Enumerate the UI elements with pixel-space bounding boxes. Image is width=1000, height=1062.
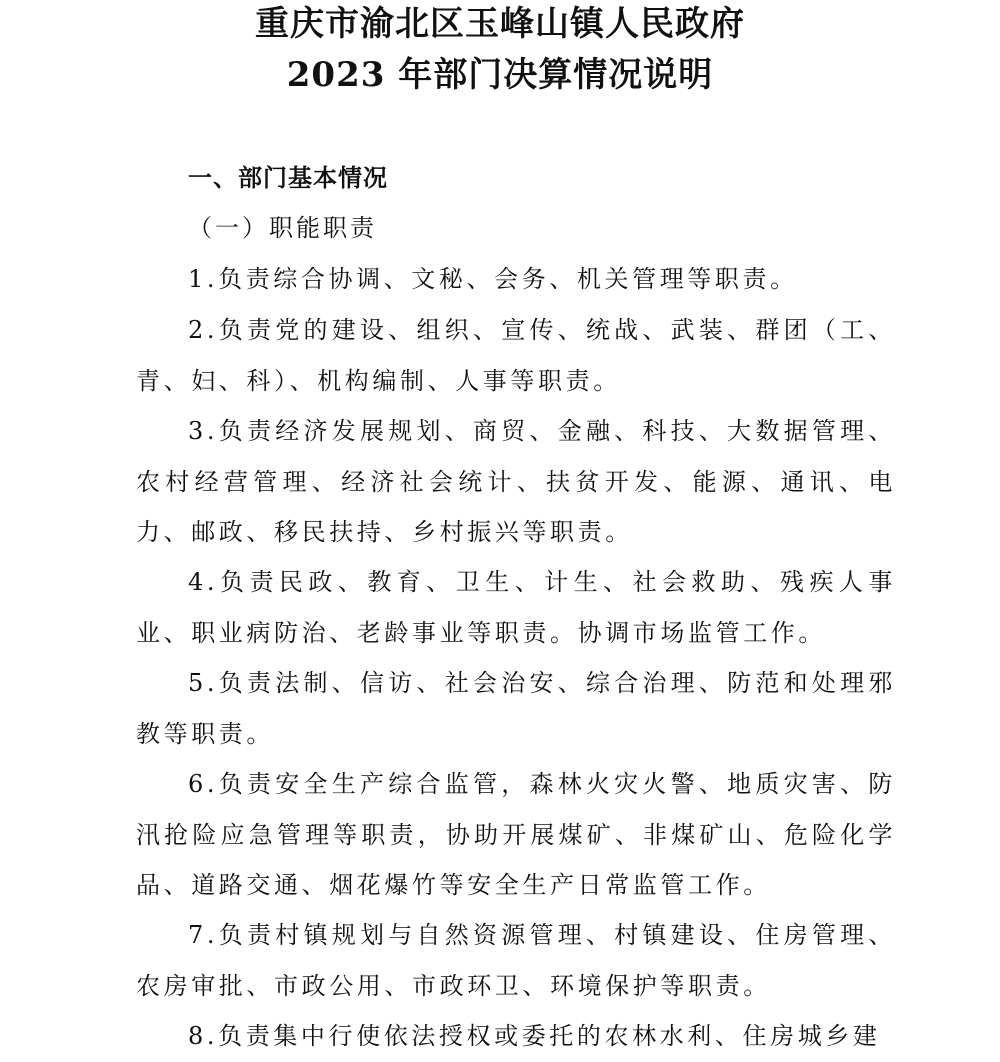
paragraph-duty-5: 5.负责法制、信访、社会治安、综合治理、防范和处理邪教等职责。: [136, 669, 896, 748]
paragraph-duty-3: 3.负责经济发展规划、商贸、金融、科技、大数据管理、农村经营管理、经济社会统计、扶贫开发、能源、通讯、电力、邮政、移民扶持、乡村振兴等职责。: [136, 417, 896, 546]
paragraph-duty-4: 4.负责民政、教育、卫生、计生、社会救助、残疾人事业、职业病防治、老龄事业等职责。协调市场监管工作。: [136, 568, 896, 647]
paragraph-duty-7: 7.负责村镇规划与自然资源管理、村镇建设、住房管理、农房审批、市政公用、市政环卫、环境保护等职责。: [136, 921, 896, 1000]
document-title-line-1: 重庆市渝北区玉峰山镇人民政府: [255, 4, 745, 44]
paragraph-duty-2: 2.负责党的建设、组织、宣传、统战、武装、群团（工、青、妇、科）、机构编制、人事等职责。: [136, 316, 896, 395]
paragraph-duty-1: 1.负责综合协调、文秘、会务、机关管理等职责。: [188, 265, 798, 293]
document-title-line-2: 2023 年部门决算情况说明: [286, 55, 714, 95]
subsection-heading: （一）职能职责: [188, 214, 377, 242]
paragraph-duty-8: 8.负责集中行使依法授权或委托的农林水利、住房城乡建: [188, 1022, 881, 1050]
section-heading: 一、部门基本情况: [188, 164, 388, 192]
paragraph-duty-6: 6.负责安全生产综合监管，森林火灾火警、地质灾害、防汛抢险应急管理等职责，协助开展煤矿、非煤矿山、危险化学品、道路交通、烟花爆竹等安全生产日常监管工作。: [136, 770, 896, 899]
